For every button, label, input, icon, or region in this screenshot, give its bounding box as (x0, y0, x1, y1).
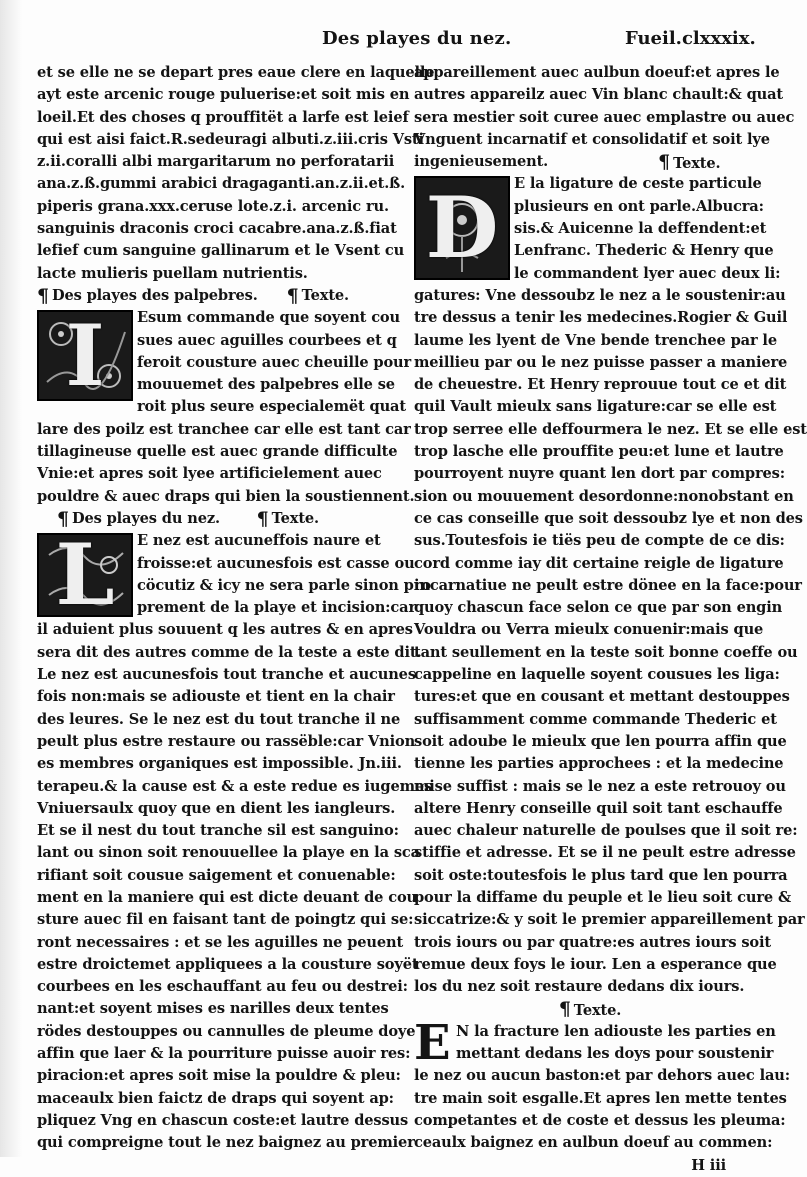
text-line: sues auec aguilles courbees et q (137, 331, 397, 349)
text-line: competantes et de coste et dessus les pleuma: (414, 1111, 786, 1129)
initial-glyph: E (414, 1014, 451, 1071)
text-line: courbees en les eschauffant au feu ou destrei: (37, 978, 408, 996)
section-heading-fracture (414, 998, 766, 1020)
text-line: roit plus seure especialemët quat (137, 398, 406, 416)
text-line: trop serree elle deffourmera le nez. Et se elle est (414, 420, 807, 438)
texte-label: Texte. (301, 286, 349, 304)
decorated-paragraph-3 (414, 173, 781, 284)
text-line: autres appareilz auec Vin blanc chault:& quat (414, 86, 783, 104)
text-line: ce cas conseille que soit dessoubz lye et non des (414, 509, 803, 527)
decorated-paragraph-1 (37, 305, 412, 418)
text-line: qui est aisi faict.R.sedeuragi albuti.z.iii.cris Vsti (37, 130, 424, 148)
text-line: stiffie et adresse. Et se il ne peult estre adresse (414, 844, 796, 862)
text-line: es membres organiques est impossible. Jn.iii. (37, 755, 402, 773)
section-heading-palpebres (37, 285, 389, 307)
text-line: siccatrize:& y soit le premier appareillement par (414, 911, 805, 929)
text-line: sis.& Auicenne la deffendent:et (514, 220, 767, 238)
decorated-paragraph-2 (37, 525, 431, 625)
text-line: rifiant soit cousue saigement et conuenable: (37, 866, 396, 884)
text-line: auec chaleur naturelle de poulses que il soit re: (414, 822, 798, 840)
text-line: lefief cum sanguine gallinarum et le Vsent cu (37, 242, 405, 260)
text-line: trop lasche elle prouffite peu:et lune et lautre (414, 443, 784, 461)
section-title: Des playes du nez. (71, 509, 220, 527)
text-line: peult plus estre restaure ou rassëble:car Vnion (37, 732, 416, 750)
text-line: suffisamment comme commande Thederic et (414, 710, 777, 728)
text-line: tienne les parties approchees : et la medecine (414, 755, 784, 773)
text-line: Esum commande que soyent cou (137, 309, 400, 327)
text-line: sus.Toutesfois ie tiës peu de compte de ce dis: (414, 532, 785, 550)
text-line: ment en la maniere qui est dicte deuant de cou (37, 888, 417, 906)
text-line: lant ou sinon soit renouuellee la playe en la sca (37, 844, 420, 862)
text-line: de cheuestre. Et Henry reprouue tout ce et dit (414, 376, 787, 394)
left-lines-a (37, 62, 435, 285)
right-lines-a (414, 62, 795, 174)
text-line: prement de la playe et incision:car (137, 599, 417, 617)
text-line: Vnguent incarnatif et consolidatif et soit lye (414, 130, 770, 148)
text-line: meillieu par ou le nez puisse passer a maniere (414, 353, 788, 371)
text-line: mettant dedans les doys pour soustenir (456, 1045, 774, 1063)
text-line: estre droictemet appliquees a la cousture soyët (37, 955, 419, 973)
text-line: sera dit des autres comme de la teste a este dit. (37, 643, 422, 661)
text-line: tre dessus a tenir les medecines.Rogier & Guil (414, 309, 788, 327)
text-line: tant seullement en la teste soit bonne coeffe ou (414, 643, 798, 661)
text-line: Vouldra ou Verra mieulx conuenir:mais que (414, 621, 764, 639)
text-line: Le nez est aucunesfois tout tranche et aucunes (37, 666, 416, 684)
left-lines-b (37, 419, 415, 508)
pilcrow-icon: ¶ (37, 284, 49, 307)
text-line: plusieurs en ont parle.Albucra: (514, 197, 764, 215)
text-line: E la ligature de ceste particule (514, 175, 762, 193)
text-line: affin que laer & la pourriture puisse auoir res: (37, 1045, 411, 1063)
initial-glyph: L (55, 525, 115, 625)
text-line: incarnatiue ne peult estre dönee en la face:pour (414, 576, 802, 594)
text-line: piracion:et apres soit mise la pouldre & pleu: (37, 1067, 401, 1085)
decorated-initial-letter (37, 305, 133, 405)
initial-glyph: D (425, 178, 499, 278)
text-line: altere Henry conseille quil soit tant eschauffe (414, 799, 783, 817)
folio-number: Fueil.clxxxix. (625, 28, 756, 49)
text-line: Vnie:et apres soit lyee artificielement auec (37, 465, 382, 483)
signature-mark: H iii (691, 1156, 726, 1174)
text-line: quoy chascun face selon ce que par son engin (414, 599, 783, 617)
text-line: feroit cousture auec cheuille pour (137, 353, 412, 371)
text-line: Et se il nest du tout tranche sil est sanguino: (37, 822, 399, 840)
text-line: laume les lyent de Vne bende trenchee par le (414, 331, 777, 349)
text-line: mise suffist : mais se le nez a este retrouoy ou (414, 777, 786, 795)
pilcrow-icon: ¶ (256, 507, 269, 530)
decorated-initial-letter (37, 525, 133, 625)
text-line: E nez est aucuneffois naure et (137, 532, 381, 550)
text-line: maceaulx bien faictz de draps qui soyent ap: (37, 1089, 394, 1107)
text-line: cöcutiz & icy ne sera parle sinon pro (137, 576, 431, 594)
text-line: pliquez Vng en chascun coste:et lautre dessus (37, 1111, 409, 1129)
text-line: cappeline en laquelle soyent cousues les liga: (414, 666, 780, 684)
text-line: gatures: Vne dessoubz le nez a le soustenir:au (414, 286, 786, 304)
text-line: sture auec fil en faisant tant de poingtz qui se: (37, 911, 414, 929)
text-line: mouuemet des palpebres elle se (137, 376, 395, 394)
text-line: terapeu.& la cause est & a este redue es iugemes (37, 777, 433, 795)
text-line: le nez ou aucun baston:et par dehors auec lau: (414, 1067, 790, 1085)
pilcrow-icon: ¶ (558, 998, 571, 1021)
text-line: sera mestier soit curee auec emplastre ou auec (414, 108, 795, 126)
pilcrow-icon: ¶ (658, 151, 671, 174)
text-line: pour la diffame du peuple et le lieu soit cure & (414, 888, 791, 906)
text-line: remue deux foys le iour. Len a esperance que (414, 955, 777, 973)
text-fragment: ingenieusement. (414, 153, 549, 171)
text-line: et se elle ne se depart pres eaue clere en laquelle (37, 64, 435, 81)
text-line: tre main soit esgalle.Et apres len mette tentes (414, 1089, 787, 1107)
text-line: piperis grana.xxx.ceruse lote.z.i. arcenic ru. (37, 197, 389, 215)
texte-label: Texte. (271, 509, 319, 527)
text-line (414, 151, 766, 173)
text-line: sanguinis draconis croci cacabre.ana.z.ß.fiat (37, 220, 397, 238)
text-line: ana.z.ß.gummi arabici dragaganti.an.z.ii.et.ß. (37, 175, 406, 193)
right-lines-b (414, 285, 807, 999)
text-line: z.ii.coralli albi margaritarum no perforatarii (37, 153, 395, 171)
text-line: Vniuersaulx quoy que en dient les iangleurs. (37, 799, 396, 817)
text-line: fois non:mais se adiouste et tient en la chair (37, 688, 395, 706)
text-line: loeil.Et des choses q prouffitët a larfe est leief (37, 108, 409, 126)
left-lines-c (37, 619, 433, 1154)
text-line: appareillement auec aulbun doeuf:et apres le (414, 64, 780, 81)
decorated-initial-letter (414, 176, 510, 280)
text-line: il aduient plus souuent q les autres & en apres (37, 621, 413, 639)
text-line: sion ou mouuement desordonne:nonobstant en (414, 487, 794, 505)
text-line: los du nez soit restaure dedans dix iours. (414, 978, 745, 996)
text-line: des leures. Se le nez est du tout tranche il ne (37, 710, 401, 728)
texte-label: Texte. (573, 1002, 622, 1020)
text-line: lare des poilz est tranchee car elle est tant car (37, 420, 411, 438)
text-line: tillagineuse quelle est auec grande difficulte (37, 443, 398, 461)
section-title: Des playes des palpebres. (51, 286, 258, 304)
paragraph-fracture (414, 1014, 790, 1177)
right-column (414, 62, 807, 1177)
pilcrow-icon: ¶ (286, 284, 299, 307)
text-line: tures:et que en cousant et mettant destouppes (414, 688, 790, 706)
text-line: Lenfranc. Thederic & Henry que (514, 242, 774, 260)
text-line: qui compreigne tout le nez baignez au premier (37, 1134, 415, 1152)
text-line: ayt este arcenic rouge puluerise:et soit mis en (37, 86, 410, 104)
text-line: froisse:et aucunesfois est casse ou (137, 554, 415, 572)
text-line: pourroyent nuyre quant len dort par compres: (414, 465, 785, 483)
pilcrow-icon: ¶ (57, 507, 69, 530)
initial-glyph: I (65, 305, 105, 405)
text-line: le commandent lyer auec deux li: (514, 264, 781, 282)
text-line: pouldre & auec draps qui bien la soustiennent. (37, 487, 415, 505)
text-line: soit adoube le mieulx que len pourra affin que (414, 732, 787, 750)
left-column (37, 62, 435, 1155)
text-line: trois iours ou par quatre:es autres iours soit (414, 933, 771, 951)
text-line: ceaulx baignez en aulbun doeuf au commen: (414, 1134, 773, 1152)
text-line: cord comme iay dit certaine reigle de ligature (414, 554, 784, 572)
texte-label: Texte. (673, 155, 721, 173)
text-line: soit oste:toutesfois le plus tard que len pourra (414, 866, 788, 884)
text-line: lacte mulieris puellam nutrientis. (37, 264, 308, 282)
running-head-title: Des playes du nez. (322, 28, 512, 49)
page-gutter-shadow (0, 0, 22, 1157)
text-line: rödes destouppes ou cannulles de pleume doye (37, 1022, 416, 1040)
text-line: quil Vault mieulx sans ligature:car se elle est (414, 398, 777, 416)
text-line: N la fracture len adiouste les parties en (456, 1022, 776, 1040)
text-line: nant:et soyent mises es narilles deux tentes (37, 1000, 389, 1018)
text-line: ront necessaires : et se les aguilles ne peuent (37, 933, 404, 951)
